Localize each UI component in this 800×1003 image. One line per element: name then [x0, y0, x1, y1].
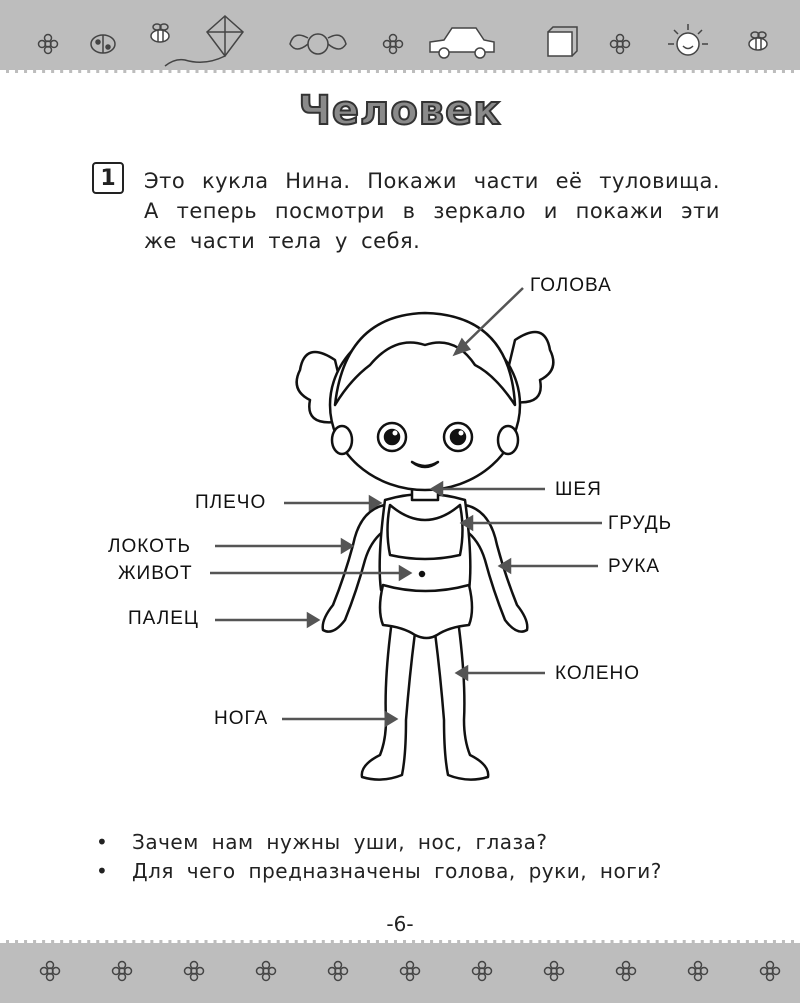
label-knee: КОЛЕНО	[555, 663, 641, 684]
flower-icon	[761, 962, 780, 981]
flower-icon	[185, 962, 204, 981]
flower-icon	[689, 962, 708, 981]
flower-icon	[329, 962, 348, 981]
flower-icon	[617, 962, 636, 981]
bottom-decor-icons	[0, 943, 800, 1003]
page-title: Человек	[298, 88, 502, 134]
bottom-decor-band	[0, 940, 800, 1003]
bullet-1: •	[96, 830, 108, 854]
question-2: Для чего предназначены голова, руки, ноги?	[132, 859, 662, 883]
page-number: -6-	[386, 912, 414, 936]
label-leg: НОГА	[214, 708, 269, 729]
label-finger: ПАЛЕЦ	[128, 608, 199, 629]
flower-icon	[257, 962, 276, 981]
left-leg	[362, 620, 416, 780]
bullet-2: •	[96, 859, 108, 883]
task-text-line-3: же части тела у себя.	[144, 229, 421, 253]
task-text-line-1: Это кукла Нина. Покажи части её туловища.	[144, 169, 720, 193]
right-leg	[434, 620, 488, 780]
label-head: ГОЛОВА	[530, 275, 612, 296]
label-elbow: ЛОКОТЬ	[108, 536, 191, 557]
flower-icon	[473, 962, 492, 981]
flower-icon	[41, 962, 60, 981]
flower-icon	[113, 962, 132, 981]
label-neck: ШЕЯ	[555, 479, 602, 500]
label-shoulder: ПЛЕЧО	[195, 492, 267, 513]
task-text-line-2: А теперь посмотри в зеркало и покажи эти	[144, 199, 720, 223]
left-arm	[323, 505, 385, 632]
label-chest: ГРУДЬ	[608, 513, 673, 534]
label-belly: ЖИВОТ	[118, 563, 193, 584]
flower-icon	[401, 962, 420, 981]
flower-icon	[545, 962, 564, 981]
task-number-badge: 1	[92, 162, 124, 194]
label-arm: РУКА	[608, 556, 661, 577]
question-1: Зачем нам нужны уши, нос, глаза?	[132, 830, 548, 854]
